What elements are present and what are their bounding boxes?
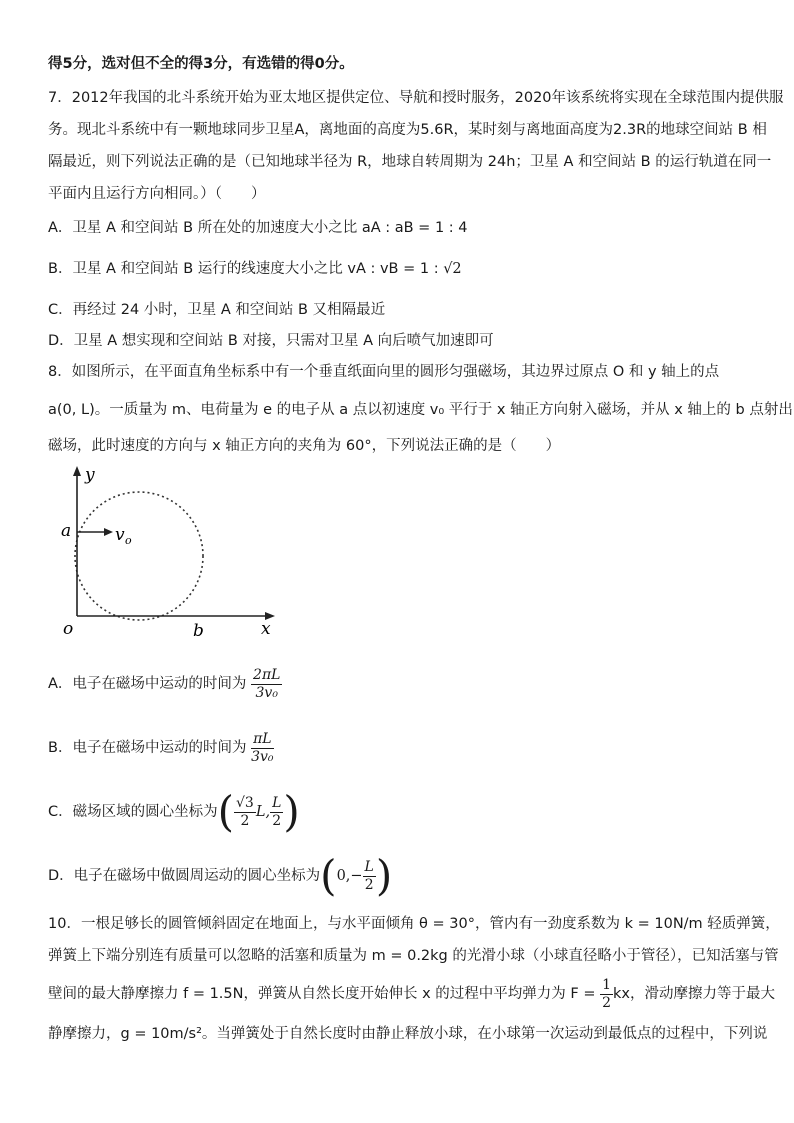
q8-option-d-text: D．电子在磁场中做圆周运动的圆心坐标为 xyxy=(48,868,321,884)
q8-option-d-fraction xyxy=(363,859,376,894)
fraction-denominator: 2 xyxy=(364,876,374,893)
q7-line2: 务。现北斗系统中有一颗地球同步卫星A，离地面的高度为5.6R，某时刻与离地面高度为2.3R的地球空间站 B 相 xyxy=(48,122,767,138)
velocity-arrow-head xyxy=(104,528,113,536)
q7-line1: 7．2012年我国的北斗系统开始为亚太地区提供定位、导航和授时服务，2020年该系统将实现在全球范围内提供服 xyxy=(48,90,784,106)
q10-line2: 弹簧上下端分别连有质量可以忽略的活塞和质量为 m = 0.2kg 的光滑小球（小球直径略小于管径），已知活塞与管 xyxy=(48,948,779,964)
q7-option-b xyxy=(48,259,462,279)
q8-option-a-fraction xyxy=(251,667,282,702)
q8-option-b-text: B．电子在磁场中运动的时间为 xyxy=(48,740,247,756)
q8-option-c-fraction-1 xyxy=(234,795,256,830)
q8-option-a-text: A．电子在磁场中运动的时间为 xyxy=(48,676,247,692)
q7-option-b-text: B．卫星 A 和空间站 B 运行的线速度大小之比 vA : vB = 1 : xyxy=(48,261,444,277)
fraction-numerator: πL xyxy=(253,730,272,747)
q8-option-d xyxy=(48,852,392,900)
fraction-numerator: 1 xyxy=(602,976,612,993)
fraction-numerator: L xyxy=(272,794,282,811)
fraction-denominator: 3v₀ xyxy=(255,684,278,701)
q7-option-d: D．卫星 A 想实现和空间站 B 对接，只需对卫星 A 向后喷气加速即可 xyxy=(48,333,494,349)
fraction-denominator: 2 xyxy=(272,812,282,829)
q7-line3: 隔最近，则下列说法正确的是（已知地球半径为 R，地球自转周期为 24h；卫星 A 和空间站 B 的运行轨道在同一 xyxy=(48,154,772,170)
q8-option-c xyxy=(48,788,300,836)
q10-line3 xyxy=(48,974,775,1014)
q8-option-d-pre: 0,− xyxy=(336,868,363,884)
q8-option-c-fraction-2 xyxy=(270,795,283,830)
q10-line3-a: 壁间的最大静摩擦力 f = 1.5N，弹簧从自然长度开始伸长 x 的过程中平均弹力为 F = xyxy=(48,986,601,1002)
q8-option-b xyxy=(48,726,274,770)
q10-half-fraction xyxy=(600,977,613,1012)
q8-option-c-mid: L, xyxy=(255,804,271,820)
y-axis-arrow xyxy=(73,466,81,476)
fraction-numerator: 2πL xyxy=(253,666,281,683)
fraction-numerator: √3 xyxy=(236,794,254,811)
q8-line3: 磁场，此时速度的方向与 x 轴正方向的夹角为 60°，下列说法正确的是（ ） xyxy=(48,438,561,454)
q7-option-b-sqrt: √2 xyxy=(443,261,462,277)
q8-option-a xyxy=(48,662,282,706)
right-paren: ) xyxy=(283,787,300,836)
fraction-denominator: 2 xyxy=(240,812,250,829)
fraction-denominator: 2 xyxy=(602,994,612,1011)
left-paren: ( xyxy=(320,851,337,900)
label-v: v xyxy=(115,525,125,545)
q10-line4: 静摩擦力，g = 10m/s²。当弹簧处于自然长度时由静止释放小球，在小球第一次运动到最低点的过程中，下列说 xyxy=(48,1026,768,1042)
q7-line4: 平面内且运行方向相同。）（ ） xyxy=(48,186,266,202)
header-note: 得5分，选对但不全的得3分，有选错的得0分。 xyxy=(48,56,354,72)
label-v-sub: o xyxy=(125,534,132,547)
label-o: o xyxy=(63,619,74,639)
left-paren: ( xyxy=(217,787,235,836)
label-b: b xyxy=(193,621,204,641)
q8-option-b-fraction xyxy=(251,731,274,766)
label-a: a xyxy=(61,521,72,541)
field-boundary-circle xyxy=(75,492,203,620)
q8-line1: 8．如图所示，在平面直角坐标系中有一个垂直纸面向里的圆形匀强磁场，其边界过原点 O 和 y 轴上的点 xyxy=(48,364,720,380)
label-x: x xyxy=(261,619,271,639)
label-y: y xyxy=(85,465,95,485)
q7-option-c: C．再经过 24 小时，卫星 A 和空间站 B 又相隔最近 xyxy=(48,302,386,318)
q10-line3-b: kx，滑动摩擦力等于最大 xyxy=(613,986,776,1002)
q7-option-a: A．卫星 A 和空间站 B 所在处的加速度大小之比 aA : aB = 1 : 4 xyxy=(48,220,468,236)
q8-line2: a(0, L)。一质量为 m、电荷量为 e 的电子从 a 点以初速度 v₀ 平行于 x 轴正方向射入磁场，并从 x 轴上的 b 点射出 xyxy=(48,402,793,418)
q8-option-c-text: C．磁场区域的圆心坐标为 xyxy=(48,804,218,820)
q10-line1: 10．一根足够长的圆管倾斜固定在地面上，与水平面倾角 θ = 30°，管内有一劲度系数为 k = 10N/m 轻质弹簧， xyxy=(48,916,780,932)
fraction-denominator: 3v₀ xyxy=(251,748,274,765)
right-paren: ) xyxy=(375,851,393,900)
fraction-numerator: L xyxy=(364,858,374,875)
magnetic-field-figure xyxy=(55,462,295,642)
